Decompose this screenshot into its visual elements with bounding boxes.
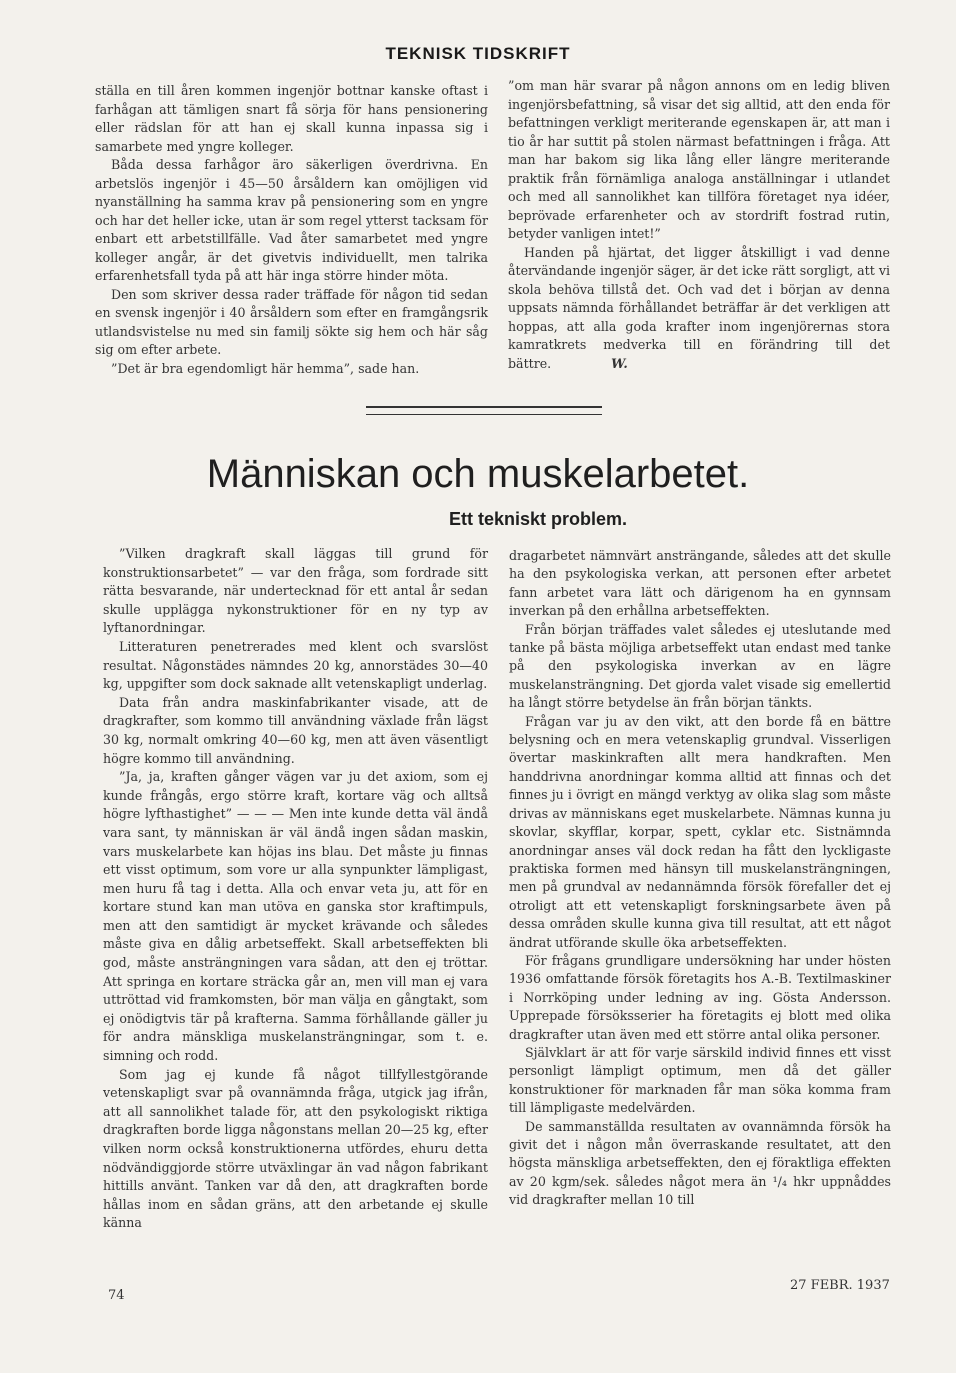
paragraph: Som jag ej kunde få något tillfyllestgörande vetenskapligt svar på ovannämnda fråga, utgick jag ifrån, att all sannolikhet talade för, att den psykologiskt riktiga dragkraften borde ligga någonstans mellan 20—25 kg, efter vilken norm också konstruktionerna utfördes, ehuru detta nödvändiggjorde större utväxlingar än vad någon fabrikant hittills använt. Tanken var då den, att dragkraften borde hållas inom en sådan gräns, att den arbetande ej skulle känna (103, 1066, 488, 1231)
paragraph: ”Det är bra egendomligt här hemma”, sade han. (111, 360, 420, 376)
paragraph-text: Handen på hjärtat, det ligger åtskilligt i vad denne återvändande ingenjör säger, är det icke rätt sorgligt, att vi skola behöva tillstå det. Och vad det i början av denna uppsats nämnda förhållandet beträffar är det verkligen att hoppas, att alla goda krafter inom ingenjörernas stora kamratkrets medverka till en förändring till det bättre. (508, 244, 890, 371)
paragraph: dragarbetet nämnvärt ansträngande, således att det skulle ha den psykologiska verkan, att personen efter arbetet fann arbetet vara lätt och därigenom ha en gynnsam inverkan på den erhållna arbetseffekten. (509, 548, 891, 619)
paragraph: De sammanställda resultaten av ovannämnda försök ha givit det i någon mån överraskande resultatet, att den högsta mänskliga arbetseffekten, den ej föraktliga effekten av 20 kgm/sek. således något mera än ¹/₄ hkr uppnåddes vid dragkrafter mellan 10 till (509, 1118, 891, 1208)
section-divider (366, 406, 602, 415)
paragraph: Litteraturen penetrerades med klent och svarslöst resultat. Någonstädes nämndes 20 kg, annorstädes 30—40 kg, uppgifter som dock saknade allt vetenskapligt underlag. (103, 638, 488, 692)
article-subtitle: Ett tekniskt problem. (448, 509, 628, 529)
paragraph: ”om man här svarar på någon annons om en ledig bliven ingenjörsbefattning, så visar det sig alltid, att den enda för befattningen verkligt meriterande egenskapen är, att man i tio år har suttit på stolen närmast befattningen i fråga. Att man har bakom sig lika lång eller längre meriterande praktik från förnämliga analoga anställningar i utlandet och med all sannolikhet kan tillföra företaget nya idéer, beprövade erfarenheter och av stordrift fostrad rutin, betyder vanligen intet!” (508, 78, 890, 241)
bottom-left-column (103, 545, 488, 1233)
page-number: 74 (108, 1288, 125, 1303)
paragraph (508, 244, 890, 374)
paragraph: ställa en till åren kommen ingenjör bottnar kanske oftast i farhågan att tämligen snart få sörja för hans pensionering eller rädslan för att han ej skall kunna inpassa sig i samarbete med yngre kolleger. (95, 83, 488, 154)
paragraph: Självklart är att för varje särskild individ finnes ett visst personligt lämpligt optimum, men då det gäller konstruktioner för marknaden får man söka komma fram till lämpligaste medelvärden. (509, 1044, 891, 1116)
paragraph: Data från andra maskinfabrikanter visade, att de dragkrafter, som kommo till användning växlade från lägst 30 kg, normalt omkring 40—60 kg, men att även väsentligt högre kommo till användning. (103, 694, 488, 766)
paragraph: För frågans grundligare undersökning har under hösten 1936 omfattande försök företagits hos A.-B. Textilmaskiner i Norrköping under ledning av ing. Gösta Andersson. Upprepade försöksserier ha företagits ej blott med olika dragkrafter utan även med ett större antal olika personer. (509, 952, 891, 1042)
bottom-right-column (509, 547, 891, 1210)
top-right-column (508, 77, 890, 373)
author-signature: W. (611, 355, 628, 371)
paragraph: Båda dessa farhågor äro säkerligen överdrivna. En arbetslös ingenjör i 45—50 årsåldern kan omöjligen vid nyanställning ha samma krav på pensionering som en yngre och har det heller icke, utan är som regel ytterst tacksam för enbart ett arbetstillfälle. Vad åter samarbetet med yngre kolleger angår, är det givetvis individuellt, men talrika erfarenhetsfall tyda på att här inga större hinder möta. (95, 157, 488, 283)
paragraph: ”Ja, ja, kraften gånger vägen var ju det axiom, som ej kunde frångås, ergo större kraft, kortare väg och alltså högre lyfthastighet” — — — Men inte kunde detta väl ändå vara sant, ty människan är väl ändå ingen sådan maskin, vars muskelarbete kan höjas ins blau. Det måste ju finnas ett visst optimum, som vore ur alla synpunkter lämpligast, men huru få tag i detta. Alla och envar veta ju, att för en kortare stund kan man utöva en ganska stor kraftimpuls, men att den samtidigt är mycket krävande och således måste giva en dålig arbetseffekt. Skall arbetseffekten bli god, måste ansträngningen vara sådan, att den ej tröttar. Att springa en kortare sträcka går an, men vill man ej vara uttröttad vid framkomsten, bör man välja en gångtakt, som ej onödigtvis tär på krafterna. Samma förhållande gäller ju för andra mänskliga muskelansträngningar, som t. e. simning och rodd. (103, 769, 488, 1064)
paragraph: Frågan var ju av den vikt, att den borde få en bättre belysning och en mera vetenskaplig grundval. Visserligen övertar maskinkraften allt mera handkraften. Men handdrivna anordningar komma alltid att finnas och det finnes ju i övrigt en mängd verktyg av olika slag som måste drivas av människans eget muskelarbete. Nämnas kunna ju skovlar, skyfflar, korpar, spett, cyklar etc. Sistnämnda anordningar anses väl dock redan ha fått den lyckligaste praktiska formen med hänsyn till muskelansträngningen, men på grundval av nedannämnda försök förefaller det ej otroligt att ett vetenskapligt forskningsarbete även på dessa områden skulle kunna giva till resultat, att ett något ändrat utförande skulle öka arbetseffekten. (509, 713, 891, 950)
article-title: Människan och muskelarbetet. (206, 452, 750, 496)
paragraph: ”Vilken dragkraft skall läggas till grund för konstruktionsarbetet” — var den fråga, som fordrade sitt rätta besvarande, när undertecknad för ett antal år sedan skulle upplägga nykonstruktioner för en ny typ av lyftanordningar. (103, 546, 488, 636)
masthead: TEKNISK TIDSKRIFT (385, 44, 571, 63)
paragraph: Den som skriver dessa rader träffade för någon tid sedan en svensk ingenjör i 40 årsåldern som efter en framgångsrik utlandsvistelse nu med sin familj sökte sig hem och här såg sig om efter arbete. (95, 286, 488, 357)
top-left-column (95, 82, 488, 378)
issue-date: 27 FEBR. 1937 (790, 1278, 890, 1293)
paragraph: Från början träffades valet således ej uteslutande med tanke på bästa möjliga arbetseffekt utan endast med tanke på den psykologiska inverkan av en lägre muskelansträngning. Det gjorda valet visade sig emellertid ha långt större betydelse än från början tänkts. (509, 621, 891, 711)
